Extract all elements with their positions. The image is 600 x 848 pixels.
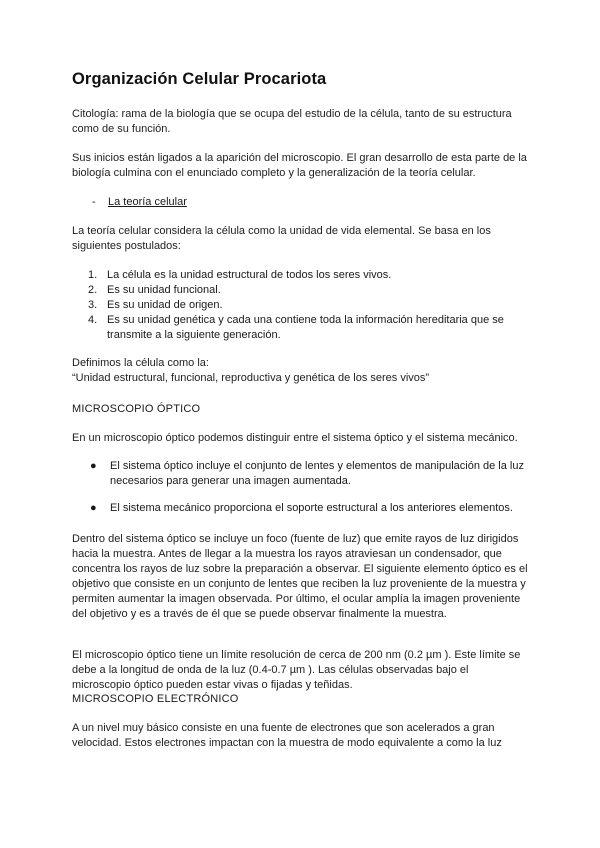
paragraph-teoria: La teoría celular considera la célula como la unidad de vida elemental. Se basa en los siguientes postulados: [72,225,491,252]
postulados-list [88,268,528,343]
paragraph-sistema-optico: Dentro del sistema óptico se incluye un foco (fuente de luz) que emite rayos de luz dirigidos hacia la muestra. Antes de llegar a la muestra los rayos atraviesan un condensador, que concentra los rayos de luz sobre la preparación a observar. El siguiente elemento óptico es el objetivo que consiste en un conjunto de lentes que reciben la luz proveniente de la muestra y permiten aumentar la imagen observada. Por último, el ocular amplía la imagen proveniente del objetivo y es a través de él que se puede observar finalmente la muestra. [72,533,528,620]
document-title: Organización Celular Procariota [72,70,327,88]
bullet-item-sistema-mecanico [90,501,548,516]
subheading-teoria-celular [92,195,187,210]
definition-quote: “Unidad estructural, funcional, reproductiva y genética de los seres vivos” [72,372,430,384]
bullet-icon: ● [90,460,97,472]
list-item [88,268,528,283]
paragraph-limite-resolucion: El microscopio óptico tiene un límite resolución de cerca de 200 nm (0.2 µm ). Este límite se debe a la longitud de onda de la luz (0.4-0.7 µm ). Las células observadas bajo el microscopio óptico pueden estar vivas o fijadas y teñidas. [72,649,521,691]
list-text: Es su unidad funcional. [107,284,221,296]
list-item [88,313,528,343]
list-item [88,283,528,298]
definition-intro: Definimos la célula como la: [72,357,209,369]
bullet-icon: ● [90,502,97,514]
list-text: Es su unidad genética y cada una contiene toda la información hereditaria que se transmite a la siguiente generación. [107,314,504,341]
list-number: 3. [88,299,98,311]
dash-marker: - [92,196,96,208]
paragraph-inicios: Sus inicios están ligados a la aparición del microscopio. El gran desarrollo de esta parte de la biología culmina con el enunciado completo y la generalización de la teoría celular. [72,152,527,179]
bullet-item-sistema-optico [90,459,548,489]
definition-block [72,356,530,386]
bullet-text: El sistema mecánico proporciona el soporte estructural a los anteriores elementos. [110,502,513,514]
heading-microscopio-optico: MICROSCOPIO ÓPTICO [72,403,201,415]
paragraph-electronico: A un nivel muy básico consiste en una fuente de electrones que son acelerados a gran velocidad. Estos electrones impactan con la muestra de modo equivalente a como la luz [72,722,502,749]
subheading-text: La teoría celular [108,196,187,208]
paragraph-optico: En un microscopio óptico podemos distinguir entre el sistema óptico y el sistema mecánico. [72,432,518,444]
heading-microscopio-electronico: MICROSCOPIO ELECTRÓNICO [72,693,239,705]
paragraph-citologia: Citología: rama de la biología que se ocupa del estudio de la célula, tanto de su estructura como de su función. [72,108,512,135]
list-text: La célula es la unidad estructural de todos los seres vivos. [107,269,392,281]
list-number: 1. [88,269,98,281]
list-item [88,298,528,313]
list-number: 2. [88,284,98,296]
list-text: Es su unidad de origen. [107,299,223,311]
bullet-text: El sistema óptico incluye el conjunto de lentes y elementos de manipulación de la luz necesarios para generar una imagen aumentada. [110,460,524,487]
list-number: 4. [88,314,98,326]
